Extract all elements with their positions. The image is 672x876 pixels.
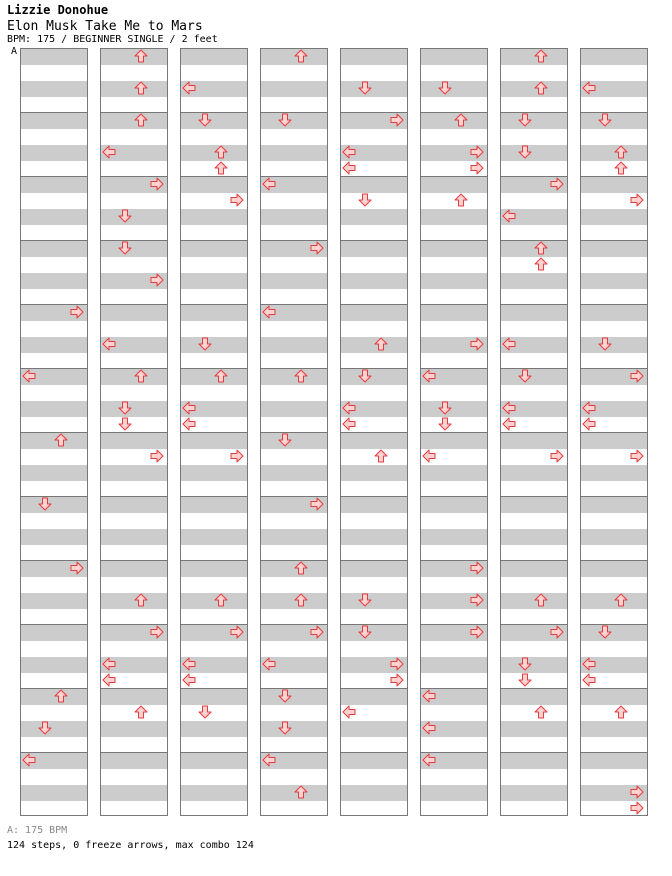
arrow-left-icon <box>182 81 196 95</box>
arrow-left-icon <box>342 705 356 719</box>
measure-line <box>181 176 247 177</box>
measure-line <box>581 688 647 689</box>
arrow-left-icon <box>262 753 276 767</box>
arrow-right-icon <box>550 625 564 639</box>
arrow-right-icon <box>150 449 164 463</box>
chart-column-8 <box>580 48 648 816</box>
measure-line <box>101 432 167 433</box>
arrow-left-icon <box>262 305 276 319</box>
arrow-right-icon <box>630 801 644 815</box>
arrow-down-icon <box>278 113 292 127</box>
measure-line <box>181 752 247 753</box>
bpm-legend: A: 175 BPM <box>7 825 68 836</box>
arrow-down-icon <box>438 81 452 95</box>
bpm-marker-label: A <box>11 46 18 57</box>
chart-column-6 <box>420 48 488 816</box>
arrow-up-icon <box>134 369 148 383</box>
arrow-down-icon <box>198 705 212 719</box>
arrow-left-icon <box>422 369 436 383</box>
arrow-up-icon <box>134 113 148 127</box>
arrow-up-icon <box>214 145 228 159</box>
measure-line <box>21 624 87 625</box>
arrow-down-icon <box>118 209 132 223</box>
arrow-up-icon <box>134 81 148 95</box>
measure-line <box>21 176 87 177</box>
arrow-right-icon <box>470 161 484 175</box>
arrow-down-icon <box>278 433 292 447</box>
arrow-down-icon <box>518 113 532 127</box>
measure-line <box>341 560 407 561</box>
arrow-down-icon <box>358 81 372 95</box>
arrow-up-icon <box>54 433 68 447</box>
arrow-right-icon <box>310 497 324 511</box>
measure-line <box>341 240 407 241</box>
arrow-left-icon <box>422 721 436 735</box>
measure-line <box>581 752 647 753</box>
measure-line <box>581 432 647 433</box>
arrow-up-icon <box>134 49 148 63</box>
chart-column-5 <box>340 48 408 816</box>
measure-line <box>181 496 247 497</box>
arrow-up-icon <box>534 257 548 271</box>
arrow-up-icon <box>534 705 548 719</box>
measure-line <box>341 432 407 433</box>
chart-stats: 124 steps, 0 freeze arrows, max combo 124 <box>7 840 254 851</box>
measure-line <box>581 560 647 561</box>
arrow-left-icon <box>342 417 356 431</box>
arrow-left-icon <box>102 657 116 671</box>
arrow-up-icon <box>214 593 228 607</box>
arrow-up-icon <box>214 369 228 383</box>
arrow-up-icon <box>534 593 548 607</box>
measure-line <box>421 304 487 305</box>
arrow-left-icon <box>342 145 356 159</box>
arrow-up-icon <box>294 561 308 575</box>
arrow-down-icon <box>438 401 452 415</box>
arrow-down-icon <box>358 625 372 639</box>
measure-line <box>101 688 167 689</box>
arrow-left-icon <box>422 753 436 767</box>
arrow-down-icon <box>598 113 612 127</box>
arrow-down-icon <box>358 593 372 607</box>
measure-line <box>101 752 167 753</box>
measure-line <box>501 752 567 753</box>
arrow-up-icon <box>294 369 308 383</box>
arrow-up-icon <box>54 689 68 703</box>
measure-line <box>101 496 167 497</box>
measure-line <box>181 240 247 241</box>
measure-line <box>341 688 407 689</box>
arrow-left-icon <box>582 81 596 95</box>
measure-line <box>501 560 567 561</box>
arrow-right-icon <box>390 657 404 671</box>
measure-line <box>341 496 407 497</box>
arrow-right-icon <box>550 177 564 191</box>
measure-line <box>21 496 87 497</box>
arrow-up-icon <box>534 241 548 255</box>
arrow-right-icon <box>470 593 484 607</box>
measure-line <box>501 688 567 689</box>
arrow-down-icon <box>518 369 532 383</box>
arrow-up-icon <box>614 145 628 159</box>
measure-line <box>181 560 247 561</box>
arrow-left-icon <box>582 673 596 687</box>
measure-line <box>581 112 647 113</box>
arrow-up-icon <box>374 337 388 351</box>
arrow-right-icon <box>630 369 644 383</box>
arrow-right-icon <box>470 625 484 639</box>
measure-line <box>101 240 167 241</box>
measure-line <box>101 560 167 561</box>
arrow-up-icon <box>614 593 628 607</box>
arrow-down-icon <box>598 337 612 351</box>
song-artist: Lizzie Donohue <box>7 3 109 17</box>
measure-line <box>101 304 167 305</box>
measure-line <box>421 176 487 177</box>
arrow-left-icon <box>422 689 436 703</box>
measure-line <box>341 752 407 753</box>
arrow-down-icon <box>358 193 372 207</box>
measure-line <box>181 432 247 433</box>
arrow-left-icon <box>262 657 276 671</box>
measure-line <box>501 112 567 113</box>
arrow-right-icon <box>390 673 404 687</box>
measure-line <box>501 432 567 433</box>
measure-line <box>341 304 407 305</box>
arrow-right-icon <box>230 449 244 463</box>
arrow-down-icon <box>38 497 52 511</box>
measure-line <box>581 624 647 625</box>
chart-column-1 <box>20 48 88 816</box>
arrow-right-icon <box>310 241 324 255</box>
arrow-left-icon <box>262 177 276 191</box>
arrow-right-icon <box>230 193 244 207</box>
arrow-right-icon <box>70 305 84 319</box>
arrow-left-icon <box>102 145 116 159</box>
arrow-down-icon <box>598 625 612 639</box>
measure-line <box>501 368 567 369</box>
measure-line <box>181 688 247 689</box>
arrow-up-icon <box>134 593 148 607</box>
arrow-down-icon <box>198 337 212 351</box>
arrow-up-icon <box>534 81 548 95</box>
arrow-right-icon <box>150 625 164 639</box>
arrow-down-icon <box>38 721 52 735</box>
arrow-up-icon <box>454 113 468 127</box>
chart-column-3 <box>180 48 248 816</box>
chart-meta: BPM: 175 / BEGINNER SINGLE / 2 feet <box>7 34 218 45</box>
arrow-right-icon <box>150 177 164 191</box>
arrow-left-icon <box>102 337 116 351</box>
measure-line <box>421 240 487 241</box>
arrow-down-icon <box>118 241 132 255</box>
measure-line <box>341 368 407 369</box>
arrow-down-icon <box>118 401 132 415</box>
arrow-left-icon <box>502 417 516 431</box>
arrow-down-icon <box>278 721 292 735</box>
measure-line <box>581 176 647 177</box>
measure-line <box>21 240 87 241</box>
arrow-down-icon <box>358 369 372 383</box>
measure-line <box>501 496 567 497</box>
arrow-left-icon <box>182 673 196 687</box>
arrow-left-icon <box>182 657 196 671</box>
arrow-down-icon <box>118 417 132 431</box>
arrow-right-icon <box>550 449 564 463</box>
measure-line <box>181 112 247 113</box>
arrow-right-icon <box>150 273 164 287</box>
measure-line <box>581 496 647 497</box>
arrow-down-icon <box>278 689 292 703</box>
measure-line <box>261 432 327 433</box>
measure-line <box>261 688 327 689</box>
arrow-down-icon <box>518 673 532 687</box>
arrow-up-icon <box>614 705 628 719</box>
arrow-up-icon <box>374 449 388 463</box>
arrow-left-icon <box>22 369 36 383</box>
measure-line <box>501 304 567 305</box>
arrow-right-icon <box>70 561 84 575</box>
arrow-down-icon <box>518 145 532 159</box>
arrow-left-icon <box>502 337 516 351</box>
arrow-left-icon <box>582 657 596 671</box>
arrow-left-icon <box>582 417 596 431</box>
chart-column-2 <box>100 48 168 816</box>
arrow-right-icon <box>470 561 484 575</box>
arrow-up-icon <box>134 705 148 719</box>
arrow-left-icon <box>502 209 516 223</box>
measure-line <box>581 240 647 241</box>
arrow-right-icon <box>630 449 644 463</box>
arrow-right-icon <box>630 193 644 207</box>
arrow-left-icon <box>182 401 196 415</box>
arrow-up-icon <box>294 593 308 607</box>
arrow-right-icon <box>630 785 644 799</box>
arrow-left-icon <box>422 449 436 463</box>
arrow-right-icon <box>470 337 484 351</box>
arrow-right-icon <box>230 625 244 639</box>
measure-line <box>341 176 407 177</box>
arrow-left-icon <box>582 401 596 415</box>
arrow-left-icon <box>182 417 196 431</box>
measure-line <box>581 304 647 305</box>
measure-line <box>421 496 487 497</box>
arrow-down-icon <box>438 417 452 431</box>
measure-line <box>261 112 327 113</box>
arrow-up-icon <box>534 49 548 63</box>
measure-line <box>341 624 407 625</box>
arrow-left-icon <box>22 753 36 767</box>
arrow-left-icon <box>342 401 356 415</box>
arrow-up-icon <box>614 161 628 175</box>
arrow-down-icon <box>518 657 532 671</box>
arrow-right-icon <box>470 145 484 159</box>
arrow-left-icon <box>342 161 356 175</box>
arrow-right-icon <box>310 625 324 639</box>
chart-column-7 <box>500 48 568 816</box>
measure-line <box>181 304 247 305</box>
measure-line <box>21 112 87 113</box>
arrow-up-icon <box>294 785 308 799</box>
chart-column-4 <box>260 48 328 816</box>
arrow-up-icon <box>214 161 228 175</box>
arrow-right-icon <box>390 113 404 127</box>
measure-line <box>421 432 487 433</box>
song-title: Elon Musk Take Me to Mars <box>7 19 203 34</box>
arrow-left-icon <box>502 401 516 415</box>
arrow-down-icon <box>198 113 212 127</box>
arrow-left-icon <box>102 673 116 687</box>
arrow-up-icon <box>454 193 468 207</box>
arrow-up-icon <box>294 49 308 63</box>
